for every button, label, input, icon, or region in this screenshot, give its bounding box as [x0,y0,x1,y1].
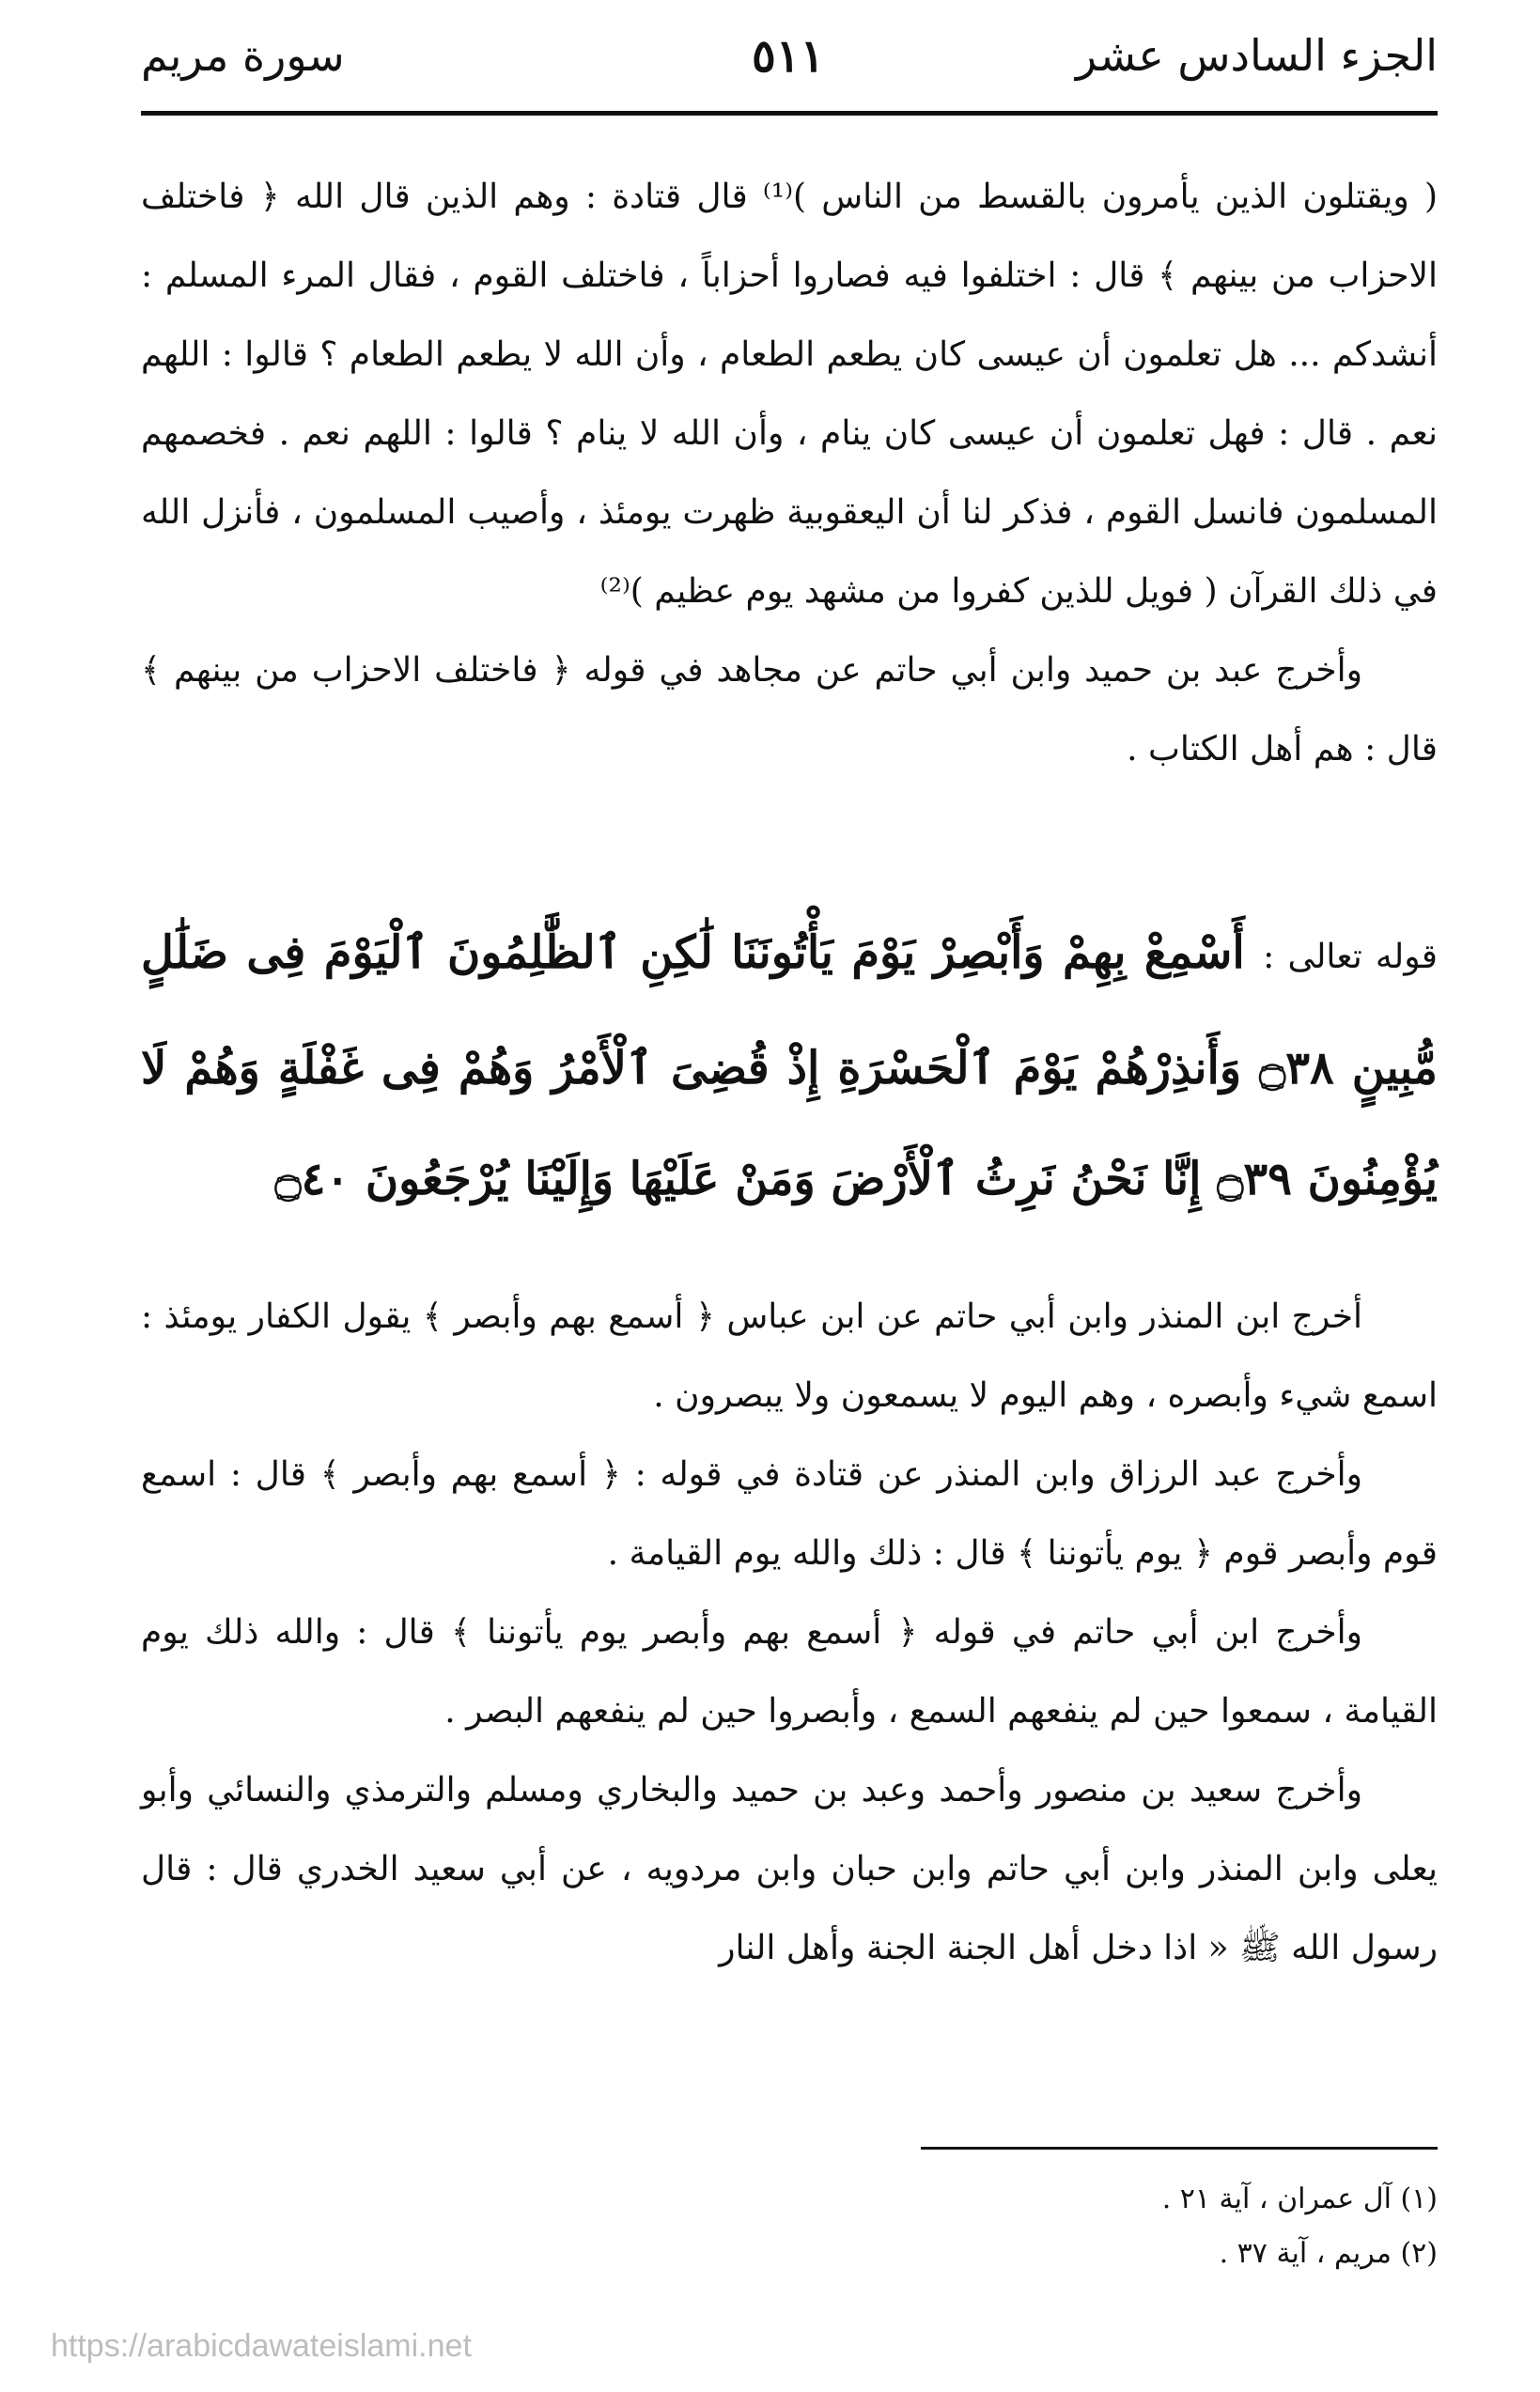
footnotes [846,2172,1438,2281]
paragraph: أخرج ابن المنذر وابن أبي حاتم عن ابن عباس ﴿ أسمع بهم وأبصر ﴾ يقول الكفار يومئذ : اسمع شيء وأبصره ، وهم اليوم لا يسمعون ولا يبصرون . [141,1297,1438,1415]
main-text-upper [141,158,1438,789]
page-header [141,30,1438,96]
footnote-item: (٢) مريم ، آية ٣٧ . [1219,2237,1438,2270]
part-title: الجزء السادس عشر [1075,30,1438,81]
paragraph: وأخرج عبد الرزاق وابن المنذر عن قتادة في قوله : ﴿ أسمع بهم وأبصر ﴾ قال : اسمع قوم وأبصر قوم ﴿ يوم يأتوننا ﴾ قال : ذلك والله يوم القيامة . [141,1455,1438,1573]
quran-verse-block [141,897,1438,1235]
source-watermark: https://arabicdawateislami.net [51,2328,472,2364]
verse-lead: قوله تعالى : [1263,938,1438,976]
header-divider [141,111,1438,116]
paragraph: وأخرج عبد بن حميد وابن أبي حاتم عن مجاهد في قوله ﴿ فاختلف الاحزاب من بينهم ﴾ قال : هم أهل الكتاب . [141,651,1438,769]
footnote-divider [921,2147,1438,2150]
verse-text: أَسْمِعْ بِهِمْ وَأَبْصِرْ يَوْمَ يَأْتُونَنَا لَٰكِنِ ٱلظَّٰلِمُونَ ٱلْيَوْمَ فِى ضَلَٰلٍ مُّبِينٍ ۝٣٨ وَأَنذِرْهُمْ يَوْمَ ٱلْحَسْرَةِ إِذْ قُضِىَ ٱلْأَمْرُ وَهُمْ فِى غَفْلَةٍ وَهُمْ لَا يُؤْمِنُونَ ۝٣٩ إِنَّا نَحْنُ نَرِثُ ٱلْأَرْضَ وَمَنْ عَلَيْهَا وَإِلَيْنَا يُرْجَعُونَ ۝٤٠ [141,926,1438,1205]
paragraph: وأخرج ابن أبي حاتم في قوله ﴿ أسمع بهم وأبصر يوم يأتوننا ﴾ قال : والله ذلك يوم القيامة ، سمعوا حين لم ينفعهم السمع ، وأبصروا حين لم ينفعهم البصر . [141,1613,1438,1731]
main-text-lower [141,1278,1438,1988]
footnote-item: (١) آل عمران ، آية ٢١ . [1161,2182,1438,2215]
page-number: ٥١١ [752,30,825,83]
surah-title: سورة مريم [141,30,345,81]
paragraph: وأخرج سعيد بن منصور وأحمد وعبد بن حميد والبخاري ومسلم والترمذي والنسائي وأبو يعلى وابن المنذر وابن أبي حاتم وابن حبان وابن مردويه ، عن أبي سعيد الخدري قال : قال رسول الله ﷺ « اذا دخل أهل الجنة الجنة وأهل النار [141,1771,1438,1967]
paragraph: ( ويقتلون الذين يأمرون بالقسط من الناس )⁽¹⁾ قال قتادة : وهم الذين قال الله ﴿ فاختلف الاحزاب من بينهم ﴾ قال : اختلفوا فيه فصاروا أحزاباً ، فاختلف القوم ، فقال المرء المسلم : أنشدكم ... هل تعلمون أن عيسى كان يطعم الطعام ، وأن الله لا يطعم الطعام ؟ قالوا : اللهم نعم . قال : فهل تعلمون أن عيسى كان ينام ، وأن الله لا ينام ؟ قالوا : اللهم نعم . فخصمهم المسلمون فانسل القوم ، فذكر لنا أن اليعقوبية ظهرت يومئذ ، وأصيب المسلمون ، فأنزل الله في ذلك القرآن ( فويل للذين كفروا من مشهد يوم عظيم )⁽²⁾ [141,178,1438,611]
